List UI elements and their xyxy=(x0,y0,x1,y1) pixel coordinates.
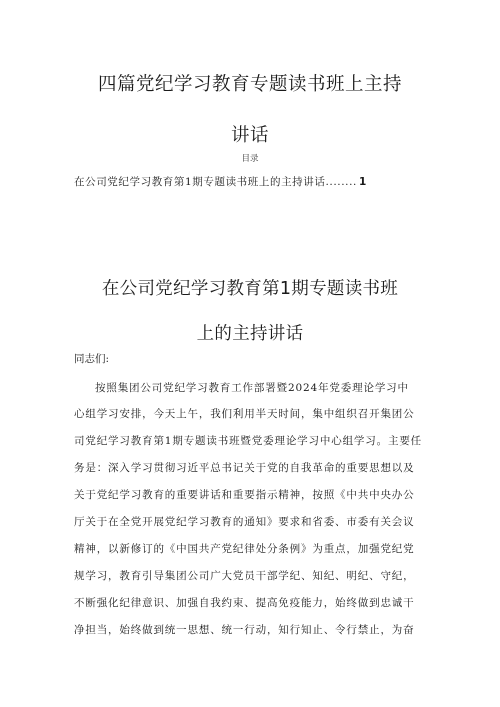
document-title-line-2: 讲话 xyxy=(230,125,269,146)
toc-entry[interactable] xyxy=(74,174,367,189)
toc-heading: 目录 xyxy=(241,154,259,164)
body-line: 净担当，始终做到统一思想、统一行动，知行知止、令行禁止，为奋 xyxy=(74,624,415,636)
document-title-line-1: 四篇党纪学习教育专题读书班上主持 xyxy=(97,74,402,95)
section-title-line-1: 在公司党纪学习教育第1期专题读书班 xyxy=(101,279,399,299)
body-line: 按照集团公司党纪学习教育工作部署暨2024年党委理论学习中 xyxy=(95,382,409,394)
body-line: 不断强化纪律意识、加强自我约束、提高免疫能力，始终做到忠诚干 xyxy=(74,597,415,609)
body-line: 精神，以新修订的《中国共产党纪律处分条例》为重点，加强党纪党 xyxy=(74,543,415,555)
body-line: 关于党纪学习教育的重要讲话和重要指示精神，按照《中共中央办公 xyxy=(74,489,415,501)
salutation: 同志们: xyxy=(74,353,110,365)
section-title-line-2: 上的主持讲话 xyxy=(196,324,304,344)
body-line: 务是：深入学习贯彻习近平总书记关于党的自我革命的重要思想以及 xyxy=(74,462,415,474)
toc-entry-text: 在公司党纪学习教育第1期专题读书班上的主持讲话........ xyxy=(74,176,357,188)
body-line: 心组学习安排，今天上午，我们利用半天时间，集中组织召开集团公 xyxy=(74,408,415,420)
body-line: 规学习，教育引导集团公司广大党员干部学纪、知纪、明纪、守纪， xyxy=(74,570,415,582)
body-line: 厅关于在全党开展党纪学习教育的通知》要求和省委、市委有关会议 xyxy=(74,516,415,528)
toc-entry-page-number: 1 xyxy=(358,176,367,188)
body-line: 司党纪学习教育第1期专题读书班暨党委理论学习中心组学习。主要任 xyxy=(74,435,423,447)
